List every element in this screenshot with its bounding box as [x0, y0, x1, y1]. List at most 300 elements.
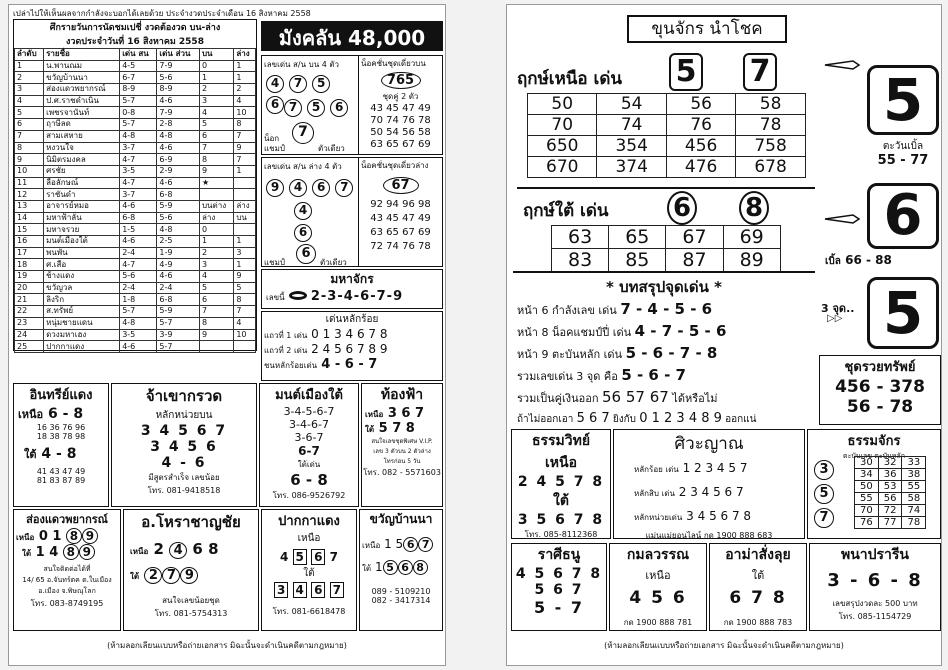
s7-grid-cell: 78: [902, 517, 926, 529]
d3-row-1: [262, 550, 356, 564]
s10-sub: ใต้: [751, 569, 765, 582]
d4-c5: 8: [413, 560, 428, 575]
c3-l4: 6-7: [298, 444, 320, 458]
b1-champ-num: 7: [292, 122, 314, 144]
c4-row-2: [362, 421, 442, 436]
table-row: [15, 282, 256, 294]
c1-n2-label: ใต้: [24, 448, 37, 461]
south-box-2: 8: [739, 191, 769, 225]
south-hand-icon: [823, 211, 861, 230]
d1-addr2: อ.เมือง จ.พิษณุโลก: [38, 587, 96, 595]
s6-r3: 3 4 5 6 7 8: [686, 509, 752, 523]
table-cell: 1: [234, 236, 256, 248]
north-subn: 55 - 77: [877, 153, 929, 168]
b1-num-row: 63 65 67 69: [370, 139, 431, 150]
table-cell: 5-7: [157, 317, 200, 329]
table-row: [15, 142, 256, 154]
s8-title: ราศีธนู: [537, 547, 581, 563]
d4-c1: 6: [403, 537, 418, 552]
b2-label: เลขเด่น ส/น ล่าง 4 ตัว: [264, 162, 342, 171]
b2-num-row: 63 65 67 69: [370, 227, 431, 238]
north-grid-cell: 476: [666, 157, 735, 178]
d3-n1a: 4: [280, 550, 289, 564]
table-row: [15, 200, 256, 212]
b1-right-label: น็อคชั่นชุดเดี่ยวบน: [361, 59, 426, 68]
b1-num-row: 50 54 56 58: [370, 127, 431, 138]
north-grid-cell: 56: [666, 94, 735, 115]
table-cell: 3-5: [120, 165, 157, 177]
s7-grid-cell: 56: [878, 493, 902, 505]
table-cell: 3-7: [120, 189, 157, 201]
s7-grid-cell: 33: [902, 457, 926, 469]
c1-n1: 6 - 8: [48, 406, 84, 422]
d2-c1: 4: [169, 542, 187, 559]
c2-n2: 3 4 5 6: [150, 439, 218, 455]
d2-n1b: 6 8: [192, 540, 219, 558]
c4-row-1: [362, 406, 442, 421]
table-cell: 4-6: [157, 95, 200, 107]
d4-n2-label: ใต้: [362, 564, 372, 573]
s8-n3: 5 - 7: [533, 598, 585, 617]
table-cell: 4-7: [120, 177, 157, 189]
table-cell: ขวัญวล: [44, 282, 120, 294]
table-cell: [234, 189, 256, 201]
b4-r3-label: ชนหลักร้อยเด่น: [264, 361, 318, 370]
table-cell: 5: [199, 282, 233, 294]
c2-n3: 4 - 6: [161, 455, 207, 471]
s5-tel: โทร. 085-8112368: [524, 530, 598, 539]
d2-c3: 7: [162, 567, 180, 584]
d1-n1: 0 1: [38, 529, 62, 544]
table-row: [15, 294, 256, 306]
b1-circle-3: 5: [312, 75, 330, 93]
table-cell: 7: [15, 130, 44, 142]
table-cell: 2: [199, 247, 233, 259]
table-cell: 5-9: [157, 200, 200, 212]
s10-n1: 6 7 8: [729, 588, 787, 608]
c2-title: จ้าเขากรวด: [145, 387, 223, 405]
table-cell: 8: [199, 154, 233, 166]
summary-l3a: หน้า 9 ตะบันหลัก เด่น: [517, 348, 623, 361]
table-cell: 10: [234, 329, 256, 341]
table-cell: 7-9: [157, 60, 200, 72]
table-cell: 8: [15, 142, 44, 154]
table-cell: 8-9: [157, 84, 200, 96]
s9-n1: 4 5 6: [629, 588, 687, 608]
s6-r1l: หลักร้อย เด่น: [634, 465, 679, 474]
table-cell: 9: [234, 271, 256, 283]
table-cell: 3-7: [120, 142, 157, 154]
s7-grid-row: [855, 517, 926, 529]
box-hundreds: [261, 311, 443, 381]
table-cell: ★: [199, 177, 233, 189]
table-cell: หนุ่มชายแดน: [44, 317, 120, 329]
b1-circle-4: 6: [266, 96, 284, 114]
table-cell: 9: [234, 142, 256, 154]
north-grid-cell: 70: [528, 115, 597, 136]
north-grid-row: [528, 157, 806, 178]
c1-g2-a: 41 43 47 49: [36, 467, 86, 476]
table-cell: ราชันดำ: [44, 189, 120, 201]
table-cell: 6-9: [157, 154, 200, 166]
south-grid: [551, 225, 781, 272]
s7-circle-1: 3: [814, 460, 834, 480]
table-cell: 4-6: [157, 177, 200, 189]
table-cell: 4-7: [120, 259, 157, 271]
s7-grid-cell: 58: [902, 493, 926, 505]
north-grid-cell: 354: [597, 136, 666, 157]
b1-mid-3: 6: [330, 99, 348, 117]
left-footer: (ห้ามลอกเลียนแบบหรือถ่ายเอกสาร มิฉะนั้นจะดำเนินคดีตามกฎหมาย): [107, 641, 347, 650]
d3-row-2: [262, 583, 356, 597]
box-thongfa: [361, 383, 443, 507]
d1-s1: สนใจติดต่อได้ที่: [43, 565, 91, 573]
table-cell: 10: [234, 107, 256, 119]
north-grid-cell: 58: [736, 94, 805, 115]
table-cell: 6-7: [120, 72, 157, 84]
table-cell: 23: [15, 317, 44, 329]
b1-mid-1: 7: [284, 99, 302, 117]
north-grid-cell: 78: [736, 115, 805, 136]
box-khwanbannah: [359, 509, 443, 631]
table-cell: [199, 189, 233, 201]
north-grid: [527, 93, 806, 178]
table-cell: 10: [15, 165, 44, 177]
south-grid-cell: 87: [666, 249, 723, 272]
table-cell: 3: [199, 95, 233, 107]
table-cell: 7-9: [157, 107, 200, 119]
table-cell: 6: [199, 294, 233, 306]
c1-row-2: [14, 445, 108, 463]
north-grid-row: [528, 136, 806, 157]
south-section: [517, 187, 815, 271]
c2-n1: 3 4 5 6 7: [140, 423, 228, 439]
summary-l6e: ออกแน่: [725, 414, 757, 425]
table-row: [15, 224, 256, 236]
summary-l1a: หน้า 6 กำลังเลข เด่น: [517, 304, 617, 317]
summary-l6c: ยิงกับ: [612, 414, 637, 425]
south-sub-row: [825, 253, 892, 269]
table-cell: 14: [15, 212, 44, 224]
table-cell: ขวัญบ้านนา: [44, 72, 120, 84]
south-grid-row: [552, 226, 781, 249]
summary-l1b: 7 - 4 - 5 - 6: [620, 300, 713, 318]
table-cell: 7: [234, 130, 256, 142]
table-row: [15, 154, 256, 166]
box-kamonwan: [609, 543, 707, 631]
table-cell: 25: [15, 341, 44, 353]
d2-row-2: [124, 565, 258, 584]
table-cell: ส.ทรัพย์: [44, 306, 120, 318]
d1-row-1: [14, 528, 120, 544]
s11-n1: 3 - 6 - 8: [827, 570, 923, 591]
table-cell: 4: [199, 271, 233, 283]
north-grid-cell: 54: [597, 94, 666, 115]
b1-pair: ชุดคู่ 2 ตัว: [382, 92, 419, 101]
d3-title: ปากกาแดง: [278, 514, 340, 529]
table-cell: [234, 224, 256, 236]
b2-champ-num: 6: [296, 244, 316, 264]
s7-grid-cell: 55: [902, 481, 926, 493]
summary-line-4: [517, 365, 815, 387]
d2-title: อ.โหราชาญชัย: [141, 513, 241, 531]
s4-n1: 456 - 378: [835, 377, 925, 397]
table-cell: ลือลักษณ์: [44, 177, 120, 189]
c4-n2-label: ใต้: [365, 425, 375, 434]
table-title: ศึกรายวันการนัดชมเปชี่ งวดต้องวด บน-ล่าง: [49, 23, 221, 33]
s9-tel: กด 1900 888 781: [623, 618, 693, 627]
table-cell: 11: [15, 177, 44, 189]
b2-circle-2: 4: [289, 179, 307, 197]
s7-grid-cell: 36: [878, 469, 902, 481]
s7-grid-row: [855, 493, 926, 505]
b1-right: [358, 56, 442, 154]
c4-s1: สนใจเลขชุดพิเศษ V.I.P.: [371, 438, 433, 445]
box-thammajak: [807, 429, 941, 539]
table-cell: 2: [15, 72, 44, 84]
s7-grid-cell: 70: [855, 505, 879, 517]
summary-l4b: 5 - 6 - 7: [621, 366, 686, 384]
summary-big: 5: [867, 277, 939, 349]
table-cell: 24: [15, 329, 44, 341]
d1-addr1: 14/ 65 อ.จันทร์ตค ต.ในเมือง: [22, 576, 112, 584]
summary-line-6: [517, 409, 815, 430]
d1-title: ส่องแดวพยากรณ์: [26, 513, 108, 526]
table-cell: ปากกาแดง: [44, 341, 120, 353]
d3-n2-label: ใต้: [303, 568, 315, 579]
table-row: [15, 212, 256, 224]
table-cell: 2-8: [157, 119, 200, 131]
c4-n1-label: เหนือ: [365, 410, 384, 419]
d1-n1-label: เหนือ: [16, 533, 35, 542]
d2-tel: โทร. 081-5754313: [154, 609, 228, 618]
c3-l5: ใต้เด่น: [297, 460, 321, 469]
b2-circle-1: 9: [266, 179, 284, 197]
north-hand-icon: [823, 57, 861, 76]
box-horachan: [123, 509, 259, 631]
north-label: ฤกษ์เหนือ เด่น: [517, 69, 623, 89]
d1-n2: 1 4: [35, 545, 59, 560]
table-cell: มหาจรวย: [44, 224, 120, 236]
s6-r1: 1 2 3 4 5 7: [682, 461, 748, 475]
table-cell: 20: [15, 282, 44, 294]
table-cell: 6-8: [157, 189, 200, 201]
s4-title: ชุดรวยทรัพย์: [844, 360, 916, 375]
table-cell: หงวนใจ: [44, 142, 120, 154]
s5-sub2: ใต้: [553, 493, 569, 509]
table-cell: มนต์เมืองใต้: [44, 236, 120, 248]
c2-sub: หลักหน่วยบน: [155, 410, 213, 421]
table-cell: 2-4: [120, 282, 157, 294]
north-big: 5: [867, 65, 939, 135]
table-cell: 1: [199, 236, 233, 248]
d4-row-2: [360, 560, 442, 575]
s6-row-1: [634, 457, 804, 481]
table-cell: 2: [234, 84, 256, 96]
d4-row-1: [360, 537, 442, 552]
table-header-cell: บน: [199, 49, 233, 61]
table-cell: 8: [199, 317, 233, 329]
south-grid-cell: 65: [609, 226, 666, 249]
summary-l5b: 56 57 67: [601, 388, 669, 406]
table-cell: บนต่าง: [199, 200, 233, 212]
s7-grid-cell: 32: [878, 457, 902, 469]
table-subtitle: งวดประจำวันที่ 16 สิงหาคม 2558: [66, 37, 204, 47]
b1-nums: [359, 103, 442, 151]
box-lower-digits: [261, 157, 443, 267]
summary-title: * บทสรุปจุดเด่น *: [606, 278, 722, 296]
table-cell: 13: [15, 200, 44, 212]
table-row: [15, 259, 256, 271]
table-cell: 5: [15, 107, 44, 119]
table-cell: ศรชัย: [44, 165, 120, 177]
north-box-1: 5: [669, 53, 703, 91]
s11-s1: เลขสรุปงวดละ 500 บาท: [832, 599, 918, 608]
table-cell: 4-7: [120, 154, 157, 166]
north-grid-cell: 50: [528, 94, 597, 115]
table-row: [15, 317, 256, 329]
b4-row-2: [262, 342, 442, 357]
d1-tel: โทร. 083-8749195: [30, 599, 104, 608]
c1-n1-label: เหนือ: [18, 408, 44, 421]
table-cell: 4: [234, 317, 256, 329]
table-cell: 4-8: [157, 130, 200, 142]
box-montmuang: [259, 383, 359, 507]
table-cell: 1: [15, 60, 44, 72]
table-cell: 2: [199, 84, 233, 96]
s7-grid-cell: 55: [855, 493, 879, 505]
box-mahajak: [261, 269, 443, 309]
table-row: [15, 177, 256, 189]
c3-l3: 3-6-7: [294, 431, 324, 444]
table-cell: 4-6: [157, 271, 200, 283]
table-cell: ป.ศ.ราชดำเนิน: [44, 95, 120, 107]
table-cell: ส่องแดวพยากรณ์: [44, 84, 120, 96]
d4-c2: 7: [418, 537, 433, 552]
table-cell: ศ.เสือ: [44, 259, 120, 271]
table-cell: น.พานณม: [44, 60, 120, 72]
c4-title: ท้องฟ้า: [380, 387, 424, 403]
table-cell: นิมิตรมงคล: [44, 154, 120, 166]
b1-num-row: 70 74 76 78: [370, 115, 431, 126]
b4-r1-label: แถวที่ 1 เด่น: [264, 331, 308, 340]
b1-noc: น็อก: [264, 134, 280, 143]
table-cell: ล่าง: [234, 200, 256, 212]
table-cell: อาจารย์หมอ: [44, 200, 120, 212]
table-cell: 4-6: [120, 236, 157, 248]
table-cell: 5-7: [120, 306, 157, 318]
table-cell: [199, 341, 233, 353]
s6-r3l: หลักหน่วยเด่น: [634, 513, 683, 522]
d1-c1: 8: [66, 528, 82, 544]
c1-g1-a: 16 36 76 96: [36, 423, 86, 432]
b2-champ: แชมป์: [264, 258, 285, 267]
d3-s5: 6: [311, 582, 325, 598]
table-cell: มหาฟ้าลั่น: [44, 212, 120, 224]
b1-solo: ตัวเดียว: [318, 144, 345, 153]
d2-c2: 2: [144, 567, 162, 584]
s7-grid: [854, 456, 926, 529]
b3-label: เลขนี้: [266, 293, 285, 302]
s4-n2: 56 - 78: [846, 397, 914, 417]
s5-n1: 2 4 5 7 8: [517, 474, 605, 490]
b2-num-row: 72 74 76 78: [370, 241, 431, 252]
c4-n2: 5 7 8: [378, 421, 415, 436]
table-cell: 7: [199, 142, 233, 154]
table-cell: 1-9: [157, 247, 200, 259]
d4-n1-label: เหนือ: [362, 541, 381, 550]
table-cell: 4: [15, 95, 44, 107]
s7-grid-cell: 34: [855, 469, 879, 481]
b2-solo: ตัวเดียว: [320, 258, 347, 267]
table-row: [15, 247, 256, 259]
south-grid-cell: 83: [552, 249, 609, 272]
table-cell: 3: [15, 84, 44, 96]
table-cell: ช้างแดง: [44, 271, 120, 283]
table-row: [15, 329, 256, 341]
table-cell: 2-4: [120, 247, 157, 259]
table-cell: ฤาษีลด: [44, 119, 120, 131]
table-cell: 3: [234, 247, 256, 259]
c4-s3: โทรก่อน 5 วัน: [383, 458, 421, 465]
d4-c4: 6: [398, 560, 413, 575]
s6-row-3: [634, 505, 804, 529]
s7-grid-row: [855, 481, 926, 493]
s7-sub: ตะบันเลข ตะบันหลัก: [843, 452, 905, 460]
arrow-icon: ▷▷: [827, 313, 843, 324]
summary-l2b: 4 - 7 - 5 - 6: [634, 322, 727, 340]
d1-row-2: [14, 544, 120, 560]
table-cell: 7: [234, 306, 256, 318]
table-cell: 5: [199, 119, 233, 131]
table-cell: เพชรจานันท์: [44, 107, 120, 119]
table-cell: 5: [234, 282, 256, 294]
table-cell: 5-6: [120, 271, 157, 283]
s11-title: พนาปรารีน: [840, 547, 910, 563]
s7-circles: [814, 460, 834, 528]
south-label: ฤกษ์ใต้ เด่น: [523, 201, 609, 221]
box-amah: [709, 543, 807, 631]
table-row: [15, 72, 256, 84]
table-cell: 7: [199, 306, 233, 318]
table-row: [15, 306, 256, 318]
table-cell: ลิงริก: [44, 294, 120, 306]
d1-c4: 9: [79, 544, 95, 560]
b1-circle-1: 4: [266, 75, 284, 93]
table-cell: 4: [234, 95, 256, 107]
table-row: [15, 95, 256, 107]
table-cell: 16: [15, 236, 44, 248]
summary-l4a: รวมเลขเด่น 3 จุด คือ: [517, 370, 618, 383]
table-cell: 3-9: [157, 329, 200, 341]
c3-title: มนต์เมืองใต้: [275, 388, 343, 403]
left-page: [8, 4, 446, 666]
d4-n1: 1 5: [384, 537, 404, 551]
right-page: [506, 4, 942, 666]
c4-s2: เลข 3 ตัวบน 2 ตัวล่าง: [373, 448, 431, 455]
left-header: เปล่าไปให้เห็นผลจากกำลังจะบอกได้เลยด้วย ประจำงวดประจำเดือน 16 สิงหาคม 2558: [13, 9, 311, 18]
s7-grid-cell: 72: [878, 505, 902, 517]
s6-r2: 2 3 4 5 6 7: [678, 485, 744, 499]
b4-r2: 2 4 5 6 7 8 9: [311, 342, 388, 356]
table-cell: 9: [199, 329, 233, 341]
b1-mid-2: 5: [307, 99, 325, 117]
table-cell: 4-5: [120, 60, 157, 72]
b2-num-row: 43 45 47 49: [370, 213, 431, 224]
table-row: [15, 130, 256, 142]
c1-n2: 4 - 8: [41, 446, 77, 462]
s7-grid-cell: 77: [878, 517, 902, 529]
